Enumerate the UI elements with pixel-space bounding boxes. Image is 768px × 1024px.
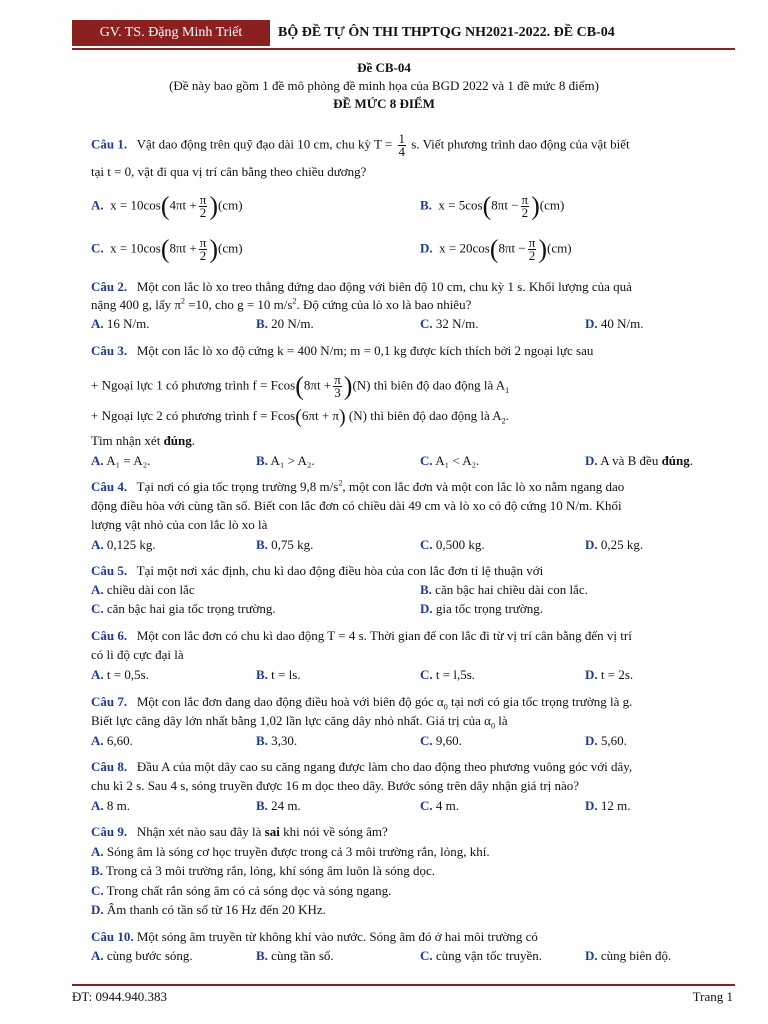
question-3-force-2: + Ngoại lực 2 có phương trình f = Fcos(6πt + π) (N) thì biên độ dao động là $A_2$. [91, 406, 509, 429]
question-9-option-b[interactable]: B. Trong cả 3 môi trường rắn, lỏng, khí sóng âm luôn là sóng dọc. [91, 863, 435, 878]
question-3-force-1: + Ngoại lực 1 có phương trình f = Fcos(8πt + $\frac{\pi}{3}$ )(N) thì biên độ dao động là $A_1$ [91, 371, 510, 401]
question-2-option-a[interactable]: A. 16 N/m. [91, 316, 150, 331]
question-8-option-d[interactable]: D. 12 m. [585, 798, 631, 813]
question-4-option-d[interactable]: D. 0,25 kg. [585, 537, 644, 552]
question-10-option-d[interactable]: D. cùng biên độ. [585, 948, 672, 963]
question-6-stem: Câu 6. Một con lắc đơn có chu kì dao động T = 4 s. Thời gian để con lắc đi từ vị trí cân bằng đến vị trí [91, 628, 632, 643]
question-3-ask: Tìm nhận xét đúng. [91, 433, 196, 448]
question-number: Câu 1. [91, 136, 128, 152]
question-1-option-d[interactable]: D. x = 20cos(8πt − $\frac{\pi}{2}$ )(cm) [420, 234, 572, 264]
question-4-stem: Câu 4. Tại nơi có gia tốc trọng trường 9,8 $m/s^2$, một con lắc đơn và một con lắc lò xo nằm ngang dao [91, 478, 625, 494]
question-7-option-d[interactable]: D. 5,60. [585, 733, 627, 748]
question-2-stem-cont: nặng 400 g, lấy $\pi^2 =10$, cho g = 10 $m/s^2$. Độ cứng của lò xo là bao nhiêu? [91, 296, 472, 312]
question-8-option-a[interactable]: A. 8 m. [91, 798, 131, 813]
question-3-option-b[interactable]: B. A₁ > A₂. [256, 453, 315, 468]
fraction: $\frac{1}{4}$ [398, 131, 405, 159]
question-5-option-a[interactable]: A. chiều dài con lắc [91, 582, 195, 597]
exam-code: Đề CB-04 [357, 60, 411, 75]
exam-note: (Đề này bao gồm 1 đề mô phỏng đề minh họa của BGD 2022 và 1 đề mức 8 điểm) [169, 78, 599, 93]
question-9-option-a[interactable]: A. Sóng âm là sóng cơ học truyền được trong cả 3 môi trường rắn, lỏng, khí. [91, 844, 490, 859]
question-5-option-d[interactable]: D. gia tốc trọng trường. [420, 601, 543, 616]
question-10-option-c[interactable]: C. cùng vận tốc truyền. [420, 948, 543, 963]
question-8-option-c[interactable]: C. 4 m. [420, 798, 460, 813]
footer-page-number: Trang 1 [692, 989, 733, 1004]
question-6-option-b[interactable]: B. t = ls. [256, 667, 301, 682]
footer-phone: ĐT: 0944.940.383 [72, 989, 168, 1004]
question-4-option-b[interactable]: B. 0,75 kg. [256, 537, 314, 552]
question-5-option-c[interactable]: C. căn bậc hai gia tốc trọng trường. [91, 601, 276, 616]
question-1-stem-cont: tại t = 0, vật đi qua vị trí cân bằng theo chiều dương? [91, 164, 367, 179]
question-3-option-d[interactable]: D. A và B đều đúng. [585, 453, 694, 468]
question-1-option-c[interactable]: C. x = 10cos(8πt + $\frac{\pi}{2}$ )(cm) [91, 234, 243, 264]
question-5-option-b[interactable]: B. căn bậc hai chiều dài con lắc. [420, 582, 588, 597]
question-6-option-a[interactable]: A. t = 0,5s. [91, 667, 149, 682]
question-7-option-a[interactable]: A. 6,60. [91, 733, 133, 748]
header-divider [72, 48, 735, 50]
question-6-option-d[interactable]: D. t = 2s. [585, 667, 634, 682]
question-3-option-a[interactable]: A. A₁ = A₂. [91, 453, 151, 468]
question-4-stem-2: động điều hòa với cùng tần số. Biết con lắc đơn có chiều dài 49 cm và lò xo có độ cứng 10 N/m. Khối [91, 498, 622, 513]
question-1-option-b[interactable]: B. x = 5cos(8πt − $\frac{\pi}{2}$ )(cm) [420, 191, 565, 221]
question-7-option-c[interactable]: C. 9,60. [420, 733, 462, 748]
question-8-stem-2: chu kì 2 s. Sau 4 s, sóng truyền được 16 m dọc theo dây. Bước sóng trên dây nhận giá trị nào? [91, 778, 580, 793]
question-4-stem-3: lượng vật nhỏ của con lắc lò xo là [91, 517, 268, 532]
question-10-option-a[interactable]: A. cùng bước sóng. [91, 948, 193, 963]
question-6-option-c[interactable]: C. t = l,5s. [420, 667, 476, 682]
question-9-option-d[interactable]: D. Âm thanh có tần số từ 16 Hz đến 20 KHz. [91, 902, 326, 917]
header-author: GV. TS. Đặng Minh Triết [72, 20, 270, 46]
question-6-stem-2: có li độ cực đại là [91, 647, 184, 662]
question-3-option-c[interactable]: C. A₁ < A₂. [420, 453, 480, 468]
question-10-option-b[interactable]: B. cùng tần số. [256, 948, 334, 963]
question-2-option-c[interactable]: C. 32 N/m. [420, 316, 479, 331]
question-4-option-a[interactable]: A. 0,125 kg. [91, 537, 156, 552]
question-5-stem: Câu 5. Tại một nơi xác định, chu kì dao động điều hòa của con lắc đơn tỉ lệ thuận với [91, 563, 544, 578]
question-1-option-a[interactable]: A. x = 10cos(4πt + $\frac{\pi}{2}$ )(cm) [91, 191, 243, 221]
question-8-option-b[interactable]: B. 24 m. [256, 798, 301, 813]
question-7-option-b[interactable]: B. 3,30. [256, 733, 298, 748]
exam-level: ĐỀ MỨC 8 ĐIỂM [333, 96, 435, 111]
header-title: BỘ ĐỀ TỰ ÔN THI THPTQG NH2021-2022. ĐỀ CB-04 [278, 25, 615, 40]
question-3-stem: Câu 3. Một con lắc lò xo độ cứng k = 400 N/m; m = 0,1 kg được kích thích bởi 2 ngoại lực sau [91, 343, 594, 358]
question-7-stem-2: Biết lực căng dây lớn nhất bằng 1,02 lần lực căng dây nhỏ nhất. Giá trị của $\alpha_0$ là [91, 713, 508, 731]
question-8-stem: Câu 8. Đầu A của một dây cao su căng ngang được làm cho dao động theo phương vuông góc với dây, [91, 759, 633, 774]
question-2-stem: Câu 2. Một con lắc lò xo treo thẳng đứng dao động với biên độ 10 cm, chu kỳ 1 s. Khối lượng của quả [91, 279, 632, 294]
question-9-option-c[interactable]: C. Trong chất rắn sóng âm có cả sóng dọc và sóng ngang. [91, 883, 392, 898]
question-10-stem: Câu 10. Một sóng âm truyền từ không khí vào nước. Sóng âm đó ở hai môi trường có [91, 929, 538, 944]
question-1-stem: Câu 1. Vật dao động trên quỹ đạo dài 10 cm, chu kỳ T = $\frac{1}{4}$ s. Viết phương trình dao động của vật biết [91, 131, 630, 159]
question-7-stem: Câu 7. Một con lắc đơn đang dao động điều hoà với biên độ góc $\alpha_0$ tại nơi có gia tốc trọng trường là g. [91, 694, 633, 712]
question-2-option-b[interactable]: B. 20 N/m. [256, 316, 314, 331]
question-2-option-d[interactable]: D. 40 N/m. [585, 316, 644, 331]
footer-divider [72, 984, 735, 986]
question-4-option-c[interactable]: C. 0,500 kg. [420, 537, 485, 552]
question-9-stem: Câu 9. Nhận xét nào sau đây là sai khi nói về sóng âm? [91, 824, 388, 839]
